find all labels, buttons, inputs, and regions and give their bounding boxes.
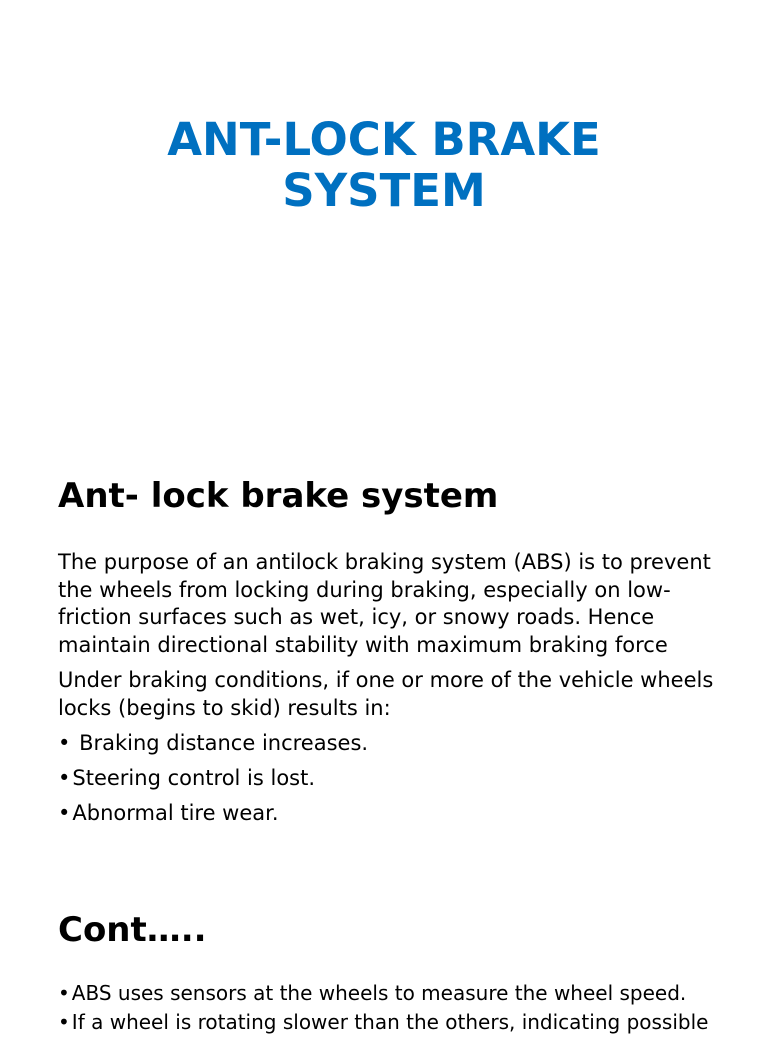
cont-body <box>58 980 718 1038</box>
list-item <box>58 1009 718 1036</box>
abs-heading: Ant- lock brake system <box>58 476 499 516</box>
cont-slide <box>0 880 768 1034</box>
abs-body <box>58 549 718 835</box>
title-slide <box>0 0 768 440</box>
bullet-icon: • <box>58 766 71 790</box>
bullet-icon: • <box>58 801 71 825</box>
abs-paragraph-purpose: The purpose of an antilock braking system (ABS) is to prevent the wheels from locking during braking, especially on low-friction surfaces such as wet, icy, or snowy roads. Hence maintain directional stability with maximum braking force <box>58 550 711 657</box>
slide-title-line-1: ANT-LOCK BRAKE <box>167 113 601 166</box>
cont-bullet-list <box>58 980 718 1036</box>
abs-bullet-list <box>58 730 718 827</box>
list-item-text: If a wheel is rotating slower than the others, indicating possible <box>71 1010 709 1034</box>
abs-paragraph-conditions: Under braking conditions, if one or more of the vehicle wheels locks (begins to skid) results in: <box>58 668 714 720</box>
slide-title <box>0 114 768 216</box>
list-item-text: ABS uses sensors at the wheels to measure the wheel speed. <box>71 981 687 1005</box>
bullet-icon: • <box>58 981 70 1005</box>
list-item <box>58 800 718 827</box>
list-item-text: Steering control is lost. <box>72 766 316 790</box>
list-item <box>58 980 718 1007</box>
abs-slide <box>0 440 768 880</box>
slide-title-line-2: SYSTEM <box>282 164 486 217</box>
list-item-text: Braking distance increases. <box>72 731 369 755</box>
list-item <box>58 730 718 757</box>
list-item <box>58 765 718 792</box>
bullet-icon: • <box>58 1010 70 1034</box>
bullet-icon: • <box>58 731 71 755</box>
cont-heading: Cont….. <box>58 910 207 950</box>
list-item-text: Abnormal tire wear. <box>72 801 279 825</box>
